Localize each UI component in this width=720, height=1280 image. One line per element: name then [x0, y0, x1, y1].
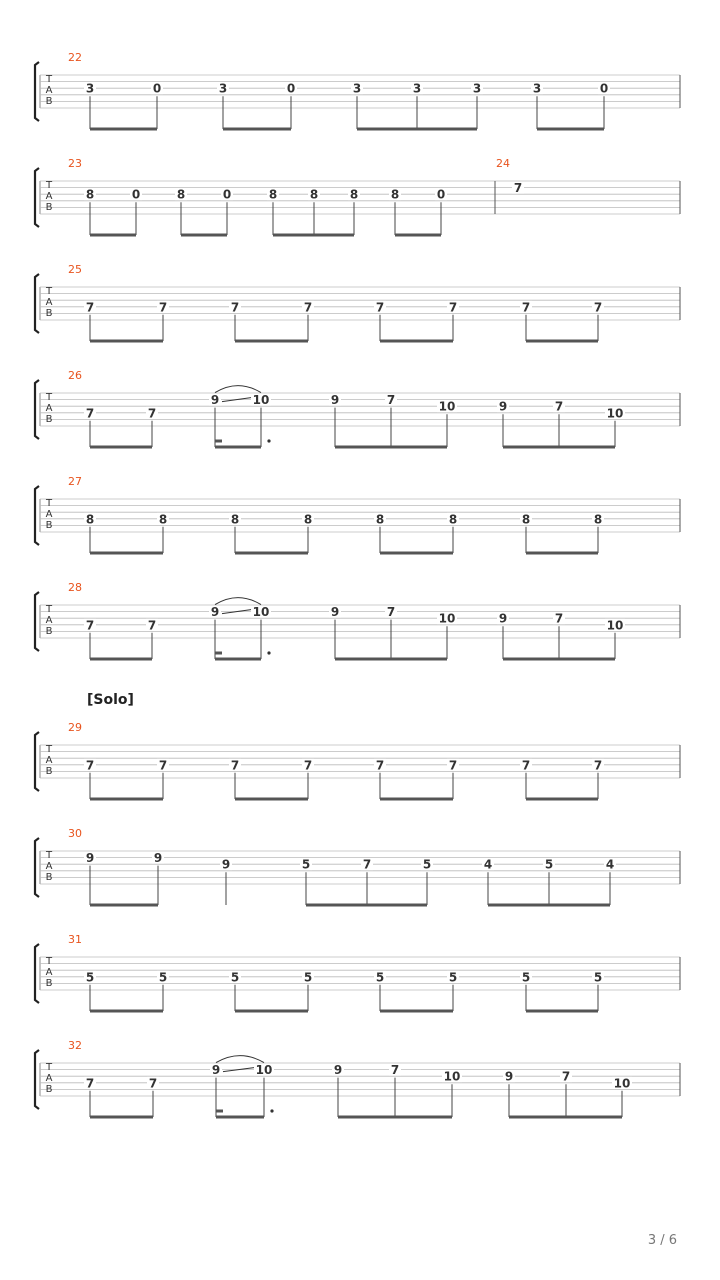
fret-number: 7: [362, 857, 372, 872]
tab-clef-letter: A: [45, 967, 53, 978]
fret-number: 8: [309, 187, 319, 202]
fret-number: 5: [158, 970, 168, 985]
tab-clef-letter: A: [45, 191, 53, 202]
fret-number: 0: [286, 81, 296, 96]
system-bracket: [35, 592, 39, 651]
fret-number: 5: [301, 857, 311, 872]
fret-number: 10: [252, 393, 270, 408]
fret-number: 7: [448, 300, 458, 315]
tab-clef-letter: A: [45, 509, 53, 520]
system-bracket: [35, 62, 39, 121]
tab-clef-letter: T: [45, 604, 53, 615]
fret-number: 9: [85, 851, 95, 866]
tab-clef-letter: B: [45, 626, 53, 637]
system-bracket: [35, 1050, 39, 1109]
fret-number: 9: [498, 611, 508, 626]
fret-number: 9: [211, 1063, 221, 1078]
fret-number: 0: [599, 81, 609, 96]
tab-clef-letter: B: [45, 1084, 53, 1095]
fret-number: 5: [422, 857, 432, 872]
fret-number: 7: [448, 758, 458, 773]
measure-number: 28: [68, 581, 82, 594]
fret-number: 3: [412, 81, 422, 96]
fret-number: 10: [255, 1063, 273, 1078]
tab-clef-letter: A: [45, 861, 53, 872]
fret-number: 3: [532, 81, 542, 96]
fret-number: 3: [218, 81, 228, 96]
fret-number: 9: [333, 1063, 343, 1078]
fret-number: 8: [448, 512, 458, 527]
system-bracket: [35, 274, 39, 333]
fret-number: 7: [521, 300, 531, 315]
system-bracket: [35, 838, 39, 897]
tab-clef-letter: T: [45, 180, 53, 191]
fret-number: 9: [330, 393, 340, 408]
tab-clef-letter: T: [45, 392, 53, 403]
fret-number: 7: [85, 758, 95, 773]
tab-clef-letter: B: [45, 978, 53, 989]
fret-number: 8: [85, 512, 95, 527]
page-indicator: 3 / 6: [647, 1233, 677, 1248]
tab-clef-letter: T: [45, 498, 53, 509]
fret-number: 7: [375, 300, 385, 315]
fret-number: 7: [554, 399, 564, 414]
fret-number: 9: [498, 399, 508, 414]
tab-clef-letter: B: [45, 520, 53, 531]
fret-number: 5: [521, 970, 531, 985]
system-bracket: [35, 486, 39, 545]
fret-number: 7: [303, 758, 313, 773]
tie-arc: [215, 598, 261, 605]
system-bracket: [35, 944, 39, 1003]
fret-number: 10: [438, 399, 456, 414]
measure-number: 26: [68, 369, 82, 382]
fret-number: 7: [521, 758, 531, 773]
tab-clef-letter: B: [45, 202, 53, 213]
fret-number: 5: [375, 970, 385, 985]
tab-clef-letter: B: [45, 96, 53, 107]
measure-number: 29: [68, 721, 82, 734]
tie-arc: [215, 386, 261, 393]
fret-number: 9: [210, 393, 220, 408]
fret-number: 7: [303, 300, 313, 315]
tab-clef-letter: T: [45, 850, 53, 861]
system-bracket: [35, 732, 39, 791]
tab-clef-letter: A: [45, 297, 53, 308]
fret-number: 7: [386, 393, 396, 408]
fret-number: 8: [593, 512, 603, 527]
fret-number: 8: [303, 512, 313, 527]
fret-number: 10: [606, 618, 624, 633]
fret-number: 8: [390, 187, 400, 202]
fret-number: 7: [375, 758, 385, 773]
fret-number: 10: [443, 1069, 461, 1084]
fret-number: 0: [222, 187, 232, 202]
fret-number: 7: [148, 1076, 158, 1091]
fret-number: 5: [303, 970, 313, 985]
fret-number: 7: [85, 406, 95, 421]
tab-clef-letter: A: [45, 85, 53, 96]
fret-number: 7: [158, 758, 168, 773]
system-bracket: [35, 168, 39, 227]
measure-number: 31: [68, 933, 82, 946]
fret-number: 7: [158, 300, 168, 315]
measure-number: 30: [68, 827, 82, 840]
fret-number: 9: [221, 857, 231, 872]
tab-clef-letter: B: [45, 766, 53, 777]
fret-number: 7: [386, 605, 396, 620]
fret-number: 8: [349, 187, 359, 202]
fret-number: 8: [375, 512, 385, 527]
fret-number: 7: [147, 618, 157, 633]
fret-number: 7: [147, 406, 157, 421]
tab-clef-letter: T: [45, 956, 53, 967]
tie-arc: [216, 1056, 264, 1063]
fret-number: 8: [85, 187, 95, 202]
fret-number: 4: [605, 857, 615, 872]
section-label: [Solo]: [87, 692, 134, 708]
fret-number: 5: [230, 970, 240, 985]
dot: [267, 651, 270, 654]
fret-number: 10: [613, 1076, 631, 1091]
tab-clef-letter: T: [45, 286, 53, 297]
fret-number: 7: [230, 758, 240, 773]
fret-number: 0: [131, 187, 141, 202]
fret-number: 8: [176, 187, 186, 202]
measure-number: 25: [68, 263, 82, 276]
fret-number: 4: [483, 857, 493, 872]
fret-number: 5: [544, 857, 554, 872]
fret-number: 7: [390, 1063, 400, 1078]
fret-number: 10: [606, 406, 624, 421]
fret-number: 9: [153, 851, 163, 866]
tab-clef-letter: A: [45, 755, 53, 766]
fret-number: 5: [448, 970, 458, 985]
fret-number: 0: [152, 81, 162, 96]
fret-number: 10: [252, 605, 270, 620]
measure-number: 32: [68, 1039, 82, 1052]
tab-clef-letter: B: [45, 872, 53, 883]
fret-number: 8: [230, 512, 240, 527]
dot: [270, 1109, 273, 1112]
fret-number: 7: [561, 1069, 571, 1084]
measure-number: 23: [68, 157, 82, 170]
system-bracket: [35, 380, 39, 439]
fret-number: 3: [472, 81, 482, 96]
fret-number: 9: [210, 605, 220, 620]
tab-clef-letter: B: [45, 414, 53, 425]
fret-number: 5: [85, 970, 95, 985]
fret-number: 7: [85, 618, 95, 633]
fret-number: 9: [330, 605, 340, 620]
fret-number: 8: [268, 187, 278, 202]
fret-number: 7: [554, 611, 564, 626]
fret-number: 3: [85, 81, 95, 96]
fret-number: 3: [352, 81, 362, 96]
measure-number: 22: [68, 51, 82, 64]
tab-clef-letter: T: [45, 1062, 53, 1073]
fret-number: 7: [85, 1076, 95, 1091]
fret-number: 0: [436, 187, 446, 202]
fret-number: 10: [438, 611, 456, 626]
fret-number: 9: [504, 1069, 514, 1084]
measure-number: 24: [496, 157, 510, 170]
fret-number: 7: [593, 300, 603, 315]
tab-clef-letter: T: [45, 744, 53, 755]
fret-number: 8: [158, 512, 168, 527]
fret-number: 7: [230, 300, 240, 315]
tab-clef-letter: A: [45, 615, 53, 626]
fret-number: 5: [593, 970, 603, 985]
measure-number: 27: [68, 475, 82, 488]
tab-clef-letter: A: [45, 403, 53, 414]
fret-number: 7: [593, 758, 603, 773]
fret-number: 8: [521, 512, 531, 527]
fret-number: 7: [513, 181, 523, 196]
tab-clef-letter: T: [45, 74, 53, 85]
tab-clef-letter: A: [45, 1073, 53, 1084]
tab-clef-letter: B: [45, 308, 53, 319]
dot: [267, 439, 270, 442]
fret-number: 7: [85, 300, 95, 315]
